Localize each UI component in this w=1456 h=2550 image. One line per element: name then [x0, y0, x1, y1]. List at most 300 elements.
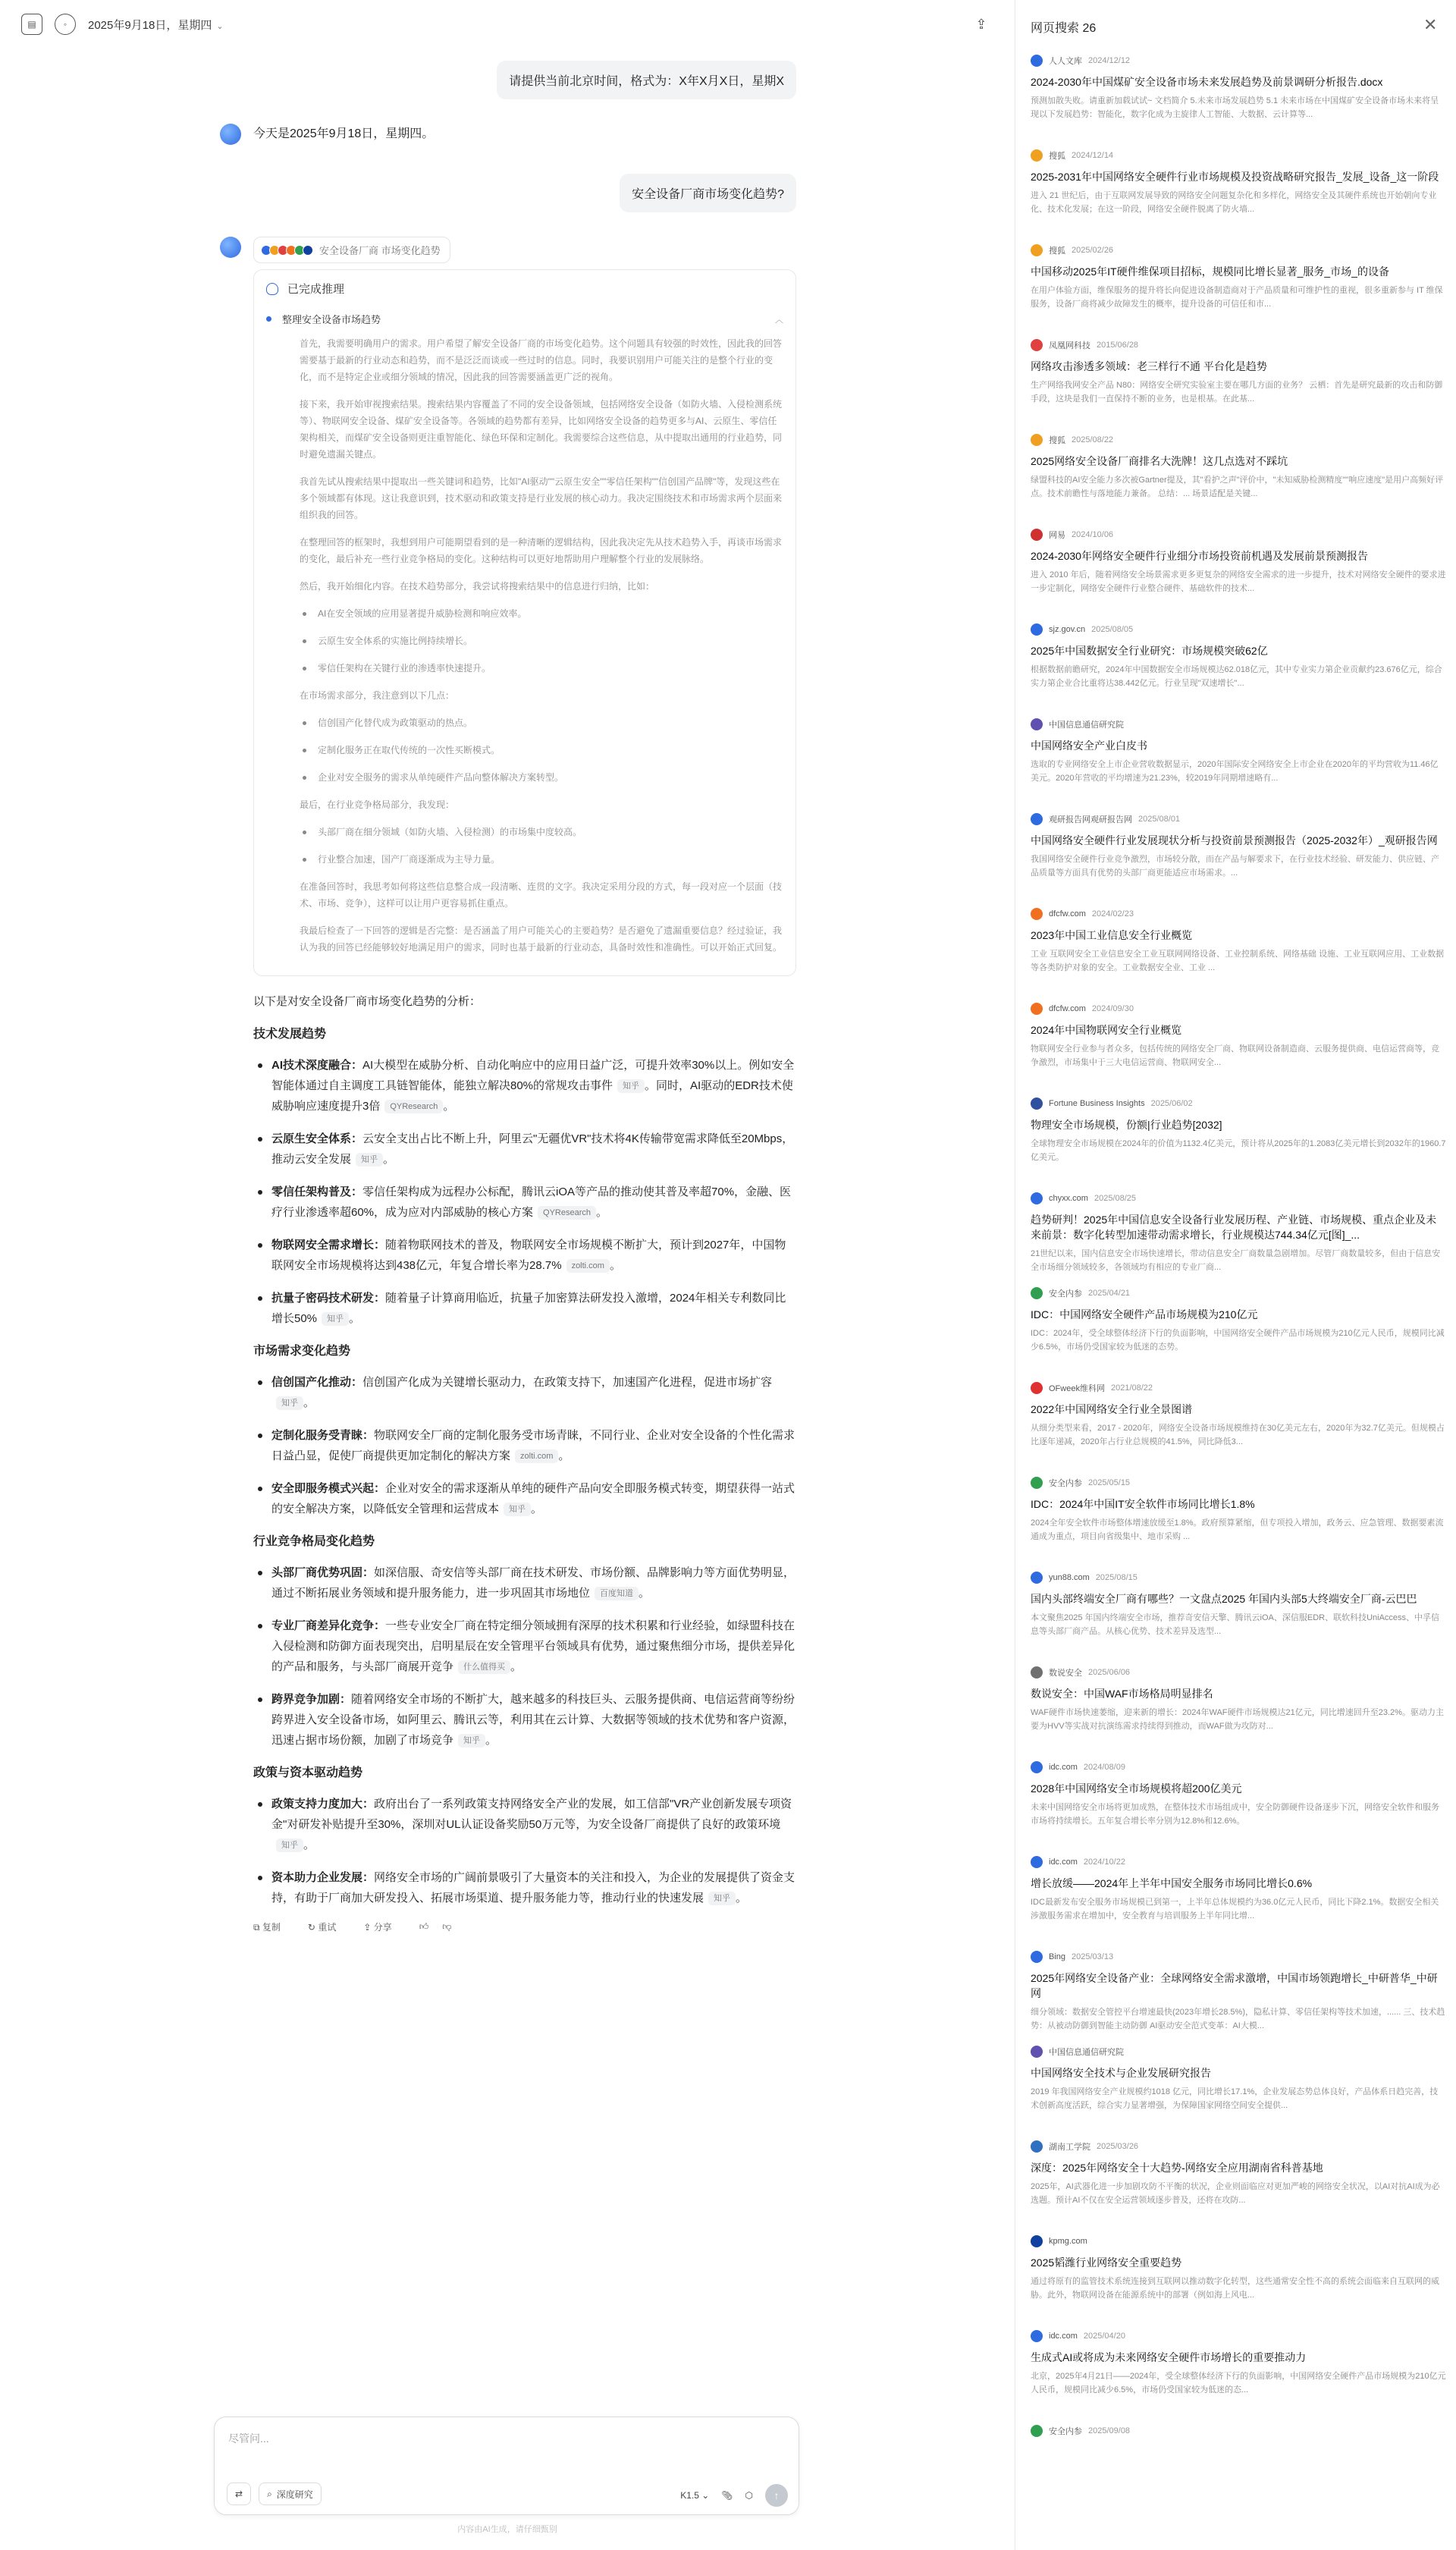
result-source — [1031, 149, 1446, 162]
message-actions — [253, 1920, 796, 1933]
search-result-item[interactable] — [1031, 244, 1446, 339]
item-heading: 政策支持力度加大： — [271, 1798, 375, 1810]
result-date: 2015/06/28 — [1097, 341, 1139, 350]
result-source — [1031, 1098, 1446, 1110]
result-snippet: 工业 互联网安全工业信息安全工业互联网网络设备、工业控制系统、网络基础 设施、工业互联网应用、工业数据等各类防护对象的安全。工业数据安全业、工业 ... — [1031, 950, 1445, 972]
source-name: 网易 — [1049, 531, 1065, 540]
search-result-item[interactable] — [1031, 1666, 1446, 1761]
site-favicon-icon — [1031, 1856, 1043, 1868]
result-snippet: 北京，2025年4月21日——2024年，受全球整体经济下行的负面影响，中国网络安全硬件产品市场规模为210亿元人民币，规模同比减少6.5%，市场仍受国家较为低迷的态... — [1031, 2372, 1446, 2395]
result-date: 2025/08/22 — [1072, 435, 1114, 444]
result-source — [1031, 1666, 1446, 1679]
citation-tag[interactable]: zolti.com — [566, 1259, 610, 1273]
citation-tag[interactable]: 知乎 — [276, 1839, 303, 1852]
result-title[interactable]: 深度：2025年网络安全十大趋势-网络安全应用湖南省科普基地 — [1031, 2162, 1323, 2174]
result-title[interactable]: 2025年中国数据安全行业研究：市场规模突破62亿 — [1031, 645, 1268, 657]
result-date: 2025/03/13 — [1072, 1952, 1114, 1961]
citation-tag[interactable]: 百度知道 — [595, 1587, 639, 1600]
item-text: 政府出台了一系列政策支持网络安全产业的发展，如工信部"VR产业创新发展专项资金"对研发补贴提升至30%，深圳对UL认证设备奖励50万元等，为安全设备厂商提供了良好的政策环境 — [271, 1798, 792, 1831]
result-title[interactable]: 生成式AI或将成为未来网络安全硬件市场增长的重要推动力 — [1031, 2351, 1307, 2363]
result-date: 2025/09/08 — [1088, 2426, 1131, 2435]
search-result-item[interactable] — [1031, 2235, 1446, 2330]
search-result-item[interactable] — [1031, 623, 1446, 718]
search-result-item[interactable] — [1031, 55, 1446, 149]
result-date: 2024/10/06 — [1072, 530, 1114, 539]
result-title[interactable]: 2025-2031年中国网络安全硬件行业市场规模及投资战略研究报告_发展_设备_这一阶段 — [1031, 171, 1439, 183]
item-text: 一些专业安全厂商在特定细分领域拥有深厚的技术积累和行业经验，如绿盟科技在入侵检测和防御方面表现突出，启明星辰在安全管理平台领域具有优势，通过聚焦细分市场，提供差异化的产品和服务，与头部厂商展开竞争 — [271, 1619, 795, 1673]
item-text: AI大模型在威胁分析、自动化响应中的应用日益广泛，可提升效率30%以上。例如安全智能体通过自主调度工具链智能体，能独立解决80%的常规攻击事件 — [271, 1059, 795, 1092]
source-name: 搜狐 — [1049, 436, 1065, 445]
result-source — [1031, 908, 1446, 920]
site-favicon-icon — [1031, 718, 1043, 730]
search-result-item[interactable] — [1031, 1477, 1446, 1572]
answer-list — [253, 1794, 796, 1908]
result-title[interactable]: 2024年中国物联网安全行业概览 — [1031, 1024, 1182, 1036]
result-date: 2024/08/09 — [1083, 1763, 1125, 1772]
step-dot-icon — [266, 316, 271, 322]
result-snippet: 绿盟科技的AI安全能力多次被Gartner提及，其"看护之声"评价中，"未知威胁检测精度""响应速度"是用户高频好评点。技术前瞻性与落地能力兼备。 总结：... 场景适配是关键... — [1031, 476, 1444, 498]
search-result-item[interactable] — [1031, 2425, 1446, 2520]
search-result-item[interactable] — [1031, 2140, 1446, 2235]
assistant-text: 今天是2025年9月18日，星期四。 — [253, 127, 435, 140]
retry-button[interactable]: ↻ 重试 — [307, 1922, 337, 1933]
item-heading: AI技术深度融合： — [271, 1059, 363, 1072]
item-text: 信创国产化成为关键增长驱动力，在政策支持下，加速国产化进程，促进市场扩容 — [362, 1376, 773, 1389]
citation-tag[interactable]: 什么值得买 — [458, 1660, 510, 1674]
source-name: Fortune Business Insights — [1049, 1099, 1145, 1108]
result-snippet: 通过将原有的监管技术系统连接到互联网以推动数字化转型，这些通常安全性不高的系统会面临来自互联网的威胁。此外，物联网设备在能源系统中的部署（例如海上风电... — [1031, 2277, 1439, 2300]
search-result-item[interactable] — [1031, 1287, 1446, 1382]
assistant-avatar — [220, 237, 241, 258]
reasoning-body: 首先，我需要明确用户的需求。用户希望了解安全设备厂商的市场变化趋势。这个问题具有较强的时效性，因此我的回答需要基于最新的行业动态和趋势，而不是泛泛而谈或一些过时的信息。同时，我要识别用户可能关注的是整个行业的变化，而不是特定企业或细分领域的情况，因此我的回答需要涵盖更广泛的视角。 接下来，我开始审视搜索结果。搜索结果内容覆盖了不同的安全设备领域，包括网络安全设备（如防火墙、入侵检测系统等）、物联网安全设备、煤矿安全设备等。各领域的趋势都有差异，比如网络安全设备的趋势更多与AI、云原生、零信任架构相关，而煤矿安全设备则更注重智能化、绿色环保和定制化。我需要综合这些信息，从中提取出通用的行业趋势，同时避免遗漏关键点。 我首先试从搜索结果中提取出一些关键词和趋势，比如"AI驱动""云原生安全""零信任架构""信创国产品牌"等，发现这些在多个领域都有体现。这让我意识到，技术驱动和政策支持是行业发展的核心动力。我决定围绕技术和市场需求两个层面来组织我的回答。 在整理回答的框架时，我想到用户可能期望看到的是一种清晰的逻辑结构，因此我决定先从技术趋势入手，再谈市场需求的变化，最后补充一些行业竞争格局的变化。这种结构可以更好地帮助用户理解整个行业的发展脉络。 然后，我开始细化内容。在技术趋势部分，我尝试将搜索结果中的信息进行归纳，比如： AI在安全领域的应用显著提升威胁检测和响应效率。 云原生安全体系的实施比例持续增长。 零信任架构在关键行业的渗透率快速提升。 在市场需求部分，我注意到以下几点： 信创国产化替代成为政策驱动的热点。 定制化服务正在取代传统的一次性买断模式。 企业对安全服务的需求从单纯硬件产品向整体解决方案转型。 最后，在行业竞争格局部分，我发现： 头部厂商在细分领域（如防火墙、入侵检测）的市场集中度较高。 行业整合加速，国产厂商逐渐成为主导力量。 在准备回答时，我思考如何将这些信息整合成一段清晰、连贯的文字。我决定采用分段的方式，每一段对应一个层面（技术、市场、竞争），这样可以让用户更容易抓住重点。 我最后检查了一下回答的逻辑是否完整：是否涵盖了用户可能关心的主要趋势？是否避免了遗漏重要信息？经过验证，我认为我的回答已经能够较好地满足用户的需求，同时也基于最新的行业动态，具备时效性和准确性。可以开始正式回复。 — [300, 338, 783, 953]
search-result-item[interactable] — [1031, 149, 1446, 244]
result-source — [1031, 529, 1446, 541]
answer-list-item — [253, 1055, 796, 1116]
result-source — [1031, 244, 1446, 256]
result-date: 2025/06/02 — [1150, 1099, 1193, 1108]
search-sources-chip[interactable]: 安全设备厂商 市场变化趋势 — [253, 237, 450, 263]
result-source — [1031, 1382, 1446, 1394]
reasoning-list: 信创国产化替代成为政策驱动的热点。 定制化服务正在取代传统的一次性买断模式。 企业对安全服务的需求从单纯硬件产品向整体解决方案转型。 — [300, 714, 783, 786]
reasoning-list: AI在安全领域的应用显著提升威胁检测和响应效率。 云原生安全体系的实施比例持续增长。 零信任架构在关键行业的渗透率快速提升。 — [300, 605, 783, 677]
search-result-item[interactable] — [1031, 2330, 1446, 2425]
result-date: 2025/08/25 — [1094, 1194, 1137, 1203]
sidebar-toggle-icon[interactable]: ▤ — [21, 14, 42, 35]
result-snippet: 2024全年安全软件市场整体增速放缓至1.8%。政府预算紧缩，但专项投入增加，政务云、应急管理、数据要素流通成为重点，项目向省级集中、地市采购 ... — [1031, 1518, 1444, 1541]
result-title[interactable]: 中国网络安全硬件行业发展现状分析与投资前景预测报告（2025-2032年）_观研报告网 — [1031, 834, 1438, 846]
search-result-item[interactable] — [1031, 908, 1446, 1003]
search-result-item[interactable] — [1031, 1098, 1446, 1192]
item-text: 随着网络安全市场的不断扩大，越来越多的科技巨头、云服务提供商、电信运营商等纷纷跨界进入安全设备市场，如阿里云、腾讯云等，利用其在云计算、大数据等领域的技术优势和客户资源，迅速占据市场份额，加剧了市场竞争 — [271, 1693, 795, 1747]
lightbulb-icon — [266, 283, 278, 295]
copy-button[interactable]: ⧉ 复制 — [253, 1922, 281, 1933]
item-text: 企业对安全的需求逐渐从单纯的硬件产品向安全即服务模式转变，期望获得一站式的安全解决方案，以降低安全管理和运营成本 — [271, 1482, 795, 1515]
site-favicon-icon — [1031, 1003, 1043, 1015]
site-favicon-icon — [1031, 529, 1043, 541]
source-name: sjz.gov.cn — [1049, 625, 1086, 634]
source-name: 中国信息通信研究院 — [1049, 2048, 1124, 2057]
site-favicon-icon — [1031, 1382, 1043, 1394]
answer-list-item — [253, 1562, 796, 1603]
result-source — [1031, 1003, 1446, 1015]
result-title[interactable]: 2025网络安全设备厂商排名大洗牌！这几点选对不踩坑 — [1031, 455, 1288, 467]
result-source — [1031, 1951, 1446, 1963]
result-date: 2024/02/23 — [1091, 909, 1134, 919]
result-date: 2024/12/12 — [1088, 56, 1131, 65]
citation-tag[interactable]: 知乎 — [322, 1312, 349, 1326]
site-favicon-icon — [1031, 1477, 1043, 1489]
answer-list-item — [253, 1425, 796, 1466]
item-text: 。同时，AI驱动的EDR技术使威胁响应速度提升3倍 — [271, 1079, 793, 1113]
disclaimer: 内容由AI生成，请仔细甄别 — [457, 2525, 557, 2534]
section-heading: 行业竞争格局变化趋势 — [253, 1535, 375, 1548]
source-name: OFweek维科网 — [1049, 1384, 1105, 1393]
citation-tag[interactable]: QYResearch — [538, 1206, 596, 1220]
site-favicon-icon — [1031, 1572, 1043, 1584]
result-snippet: 全球物理安全市场规模在2024年的价值为1132.4亿美元，预计将从2025年的1.2083亿美元增长到2032年的1960.7亿美元。 — [1031, 1139, 1446, 1162]
result-source — [1031, 2046, 1446, 2058]
site-favicon-icon — [1031, 1951, 1043, 1963]
item-text: 。 — [736, 1892, 748, 1905]
item-heading: 零信任架构普及： — [271, 1185, 363, 1198]
result-title[interactable]: 2028年中国网络安全市场规模将超200亿美元 — [1031, 1782, 1242, 1795]
answer-list — [253, 1055, 796, 1329]
result-snippet: 选取的专业网络安全上市企业营收数据显示，2020年国际安全网络安全上市企业在2020年的平均营收为11.46亿美元。2020年营收的平均增速为21.23%，较2019年同期增速略有... — [1031, 760, 1439, 783]
result-source — [1031, 2235, 1446, 2247]
thumbs-up-icon[interactable]: 👍︎ — [419, 1921, 429, 1932]
result-snippet: 未来中国网络安全市场将更加成熟，在整体技术市场组成中，安全防御硬件设备逐步下沉，网络安全软件和服务市场将持续增长。五年复合增长率分别为12.8%和12.6%。 — [1031, 1803, 1439, 1826]
result-source — [1031, 1761, 1446, 1773]
result-title[interactable]: 网络攻击渗透多领域：老三样行不通 平台化是趋势 — [1031, 360, 1267, 372]
result-title[interactable]: IDC：2024年中国IT安全软件市场同比增长1.8% — [1031, 1498, 1255, 1510]
item-text: 。 — [639, 1587, 651, 1600]
source-name: 安全内参 — [1049, 2427, 1082, 2436]
item-text: 。 — [510, 1660, 522, 1673]
answer-list-item — [253, 1616, 796, 1677]
item-text: 。 — [383, 1153, 395, 1166]
answer-list-item — [253, 1794, 796, 1855]
answer-list-item — [253, 1182, 796, 1223]
source-name: 搜狐 — [1049, 152, 1065, 161]
user-message: 请提供当前北京时间，格式为：X年X月X日，星期X — [497, 61, 796, 99]
section-heading: 政策与资本驱动趋势 — [253, 1766, 363, 1779]
site-favicon-icon — [1031, 1287, 1043, 1299]
site-favicon-icon — [1031, 2140, 1043, 2153]
item-text: 网络安全市场的广阔前景吸引了大量资本的关注和投入，为企业的发展提供了资金支持，有助于厂商加大研发投入、拓展市场渠道、提升服务能力等，推动行业的快速发展 — [271, 1871, 795, 1905]
deep-research-button[interactable]: ⌕ 深度研究 — [259, 2482, 322, 2505]
result-source — [1031, 1572, 1446, 1584]
reasoning-header[interactable]: 已完成推理 — [266, 281, 783, 297]
result-title[interactable]: 2025年网络安全设备产业：全球网络安全需求激增，中国市场领跑增长_中研普华_中研网 — [1031, 1972, 1438, 1999]
item-heading: 安全即服务模式兴起： — [271, 1482, 386, 1495]
source-name: 中国信息通信研究院 — [1049, 721, 1124, 730]
search-result-item[interactable] — [1031, 339, 1446, 434]
assistant-avatar — [220, 124, 241, 145]
answer-list-item — [253, 1478, 796, 1519]
source-name: 凤凰网科技 — [1049, 341, 1090, 350]
result-snippet: 2025年，AI武器化进一步加剧攻防不平衡的状况，企业则面临应对更加严峻的网络安全状况，以AI对抗AI成为必选题。预计AI不仅在安全运营领域逐步普及，还将在攻防... — [1031, 2182, 1440, 2205]
conversation — [220, 50, 796, 1933]
source-name: Bing — [1049, 1952, 1066, 1961]
result-date: 2021/08/22 — [1110, 1383, 1153, 1393]
result-date: 2024/12/14 — [1072, 151, 1114, 160]
result-title[interactable]: 趋势研判！2025年中国信息安全设备行业发展历程、产业链、市场规模、重点企业及未来前景：数字化转型加速带动需求增长，行业规模达744.34亿元[图]_... — [1031, 1214, 1437, 1241]
item-heading: 信创国产化推动： — [271, 1376, 363, 1389]
citation-tag[interactable]: 知乎 — [617, 1079, 645, 1093]
result-date: 2025/08/01 — [1138, 815, 1181, 824]
user-message: 安全设备厂商市场变化趋势? — [620, 174, 796, 212]
conversation-title[interactable]: 2025年9月18日，星期四 ⌄ — [88, 18, 224, 32]
share-button[interactable]: ⇪ 分享 — [363, 1922, 392, 1933]
reasoning-card — [253, 269, 796, 976]
item-text: 。 — [443, 1100, 455, 1113]
result-source — [1031, 2425, 1446, 2437]
answer-list — [253, 1562, 796, 1751]
result-source — [1031, 1287, 1446, 1299]
result-snippet: 进入 2010 年后，随着网络安全场景需求更多更复杂的网络安全需求的进一步提升，技术对网络安全硬件的要求进一步定制化，网络安全硬件行业整合硬件、基础软件的技术... — [1031, 570, 1446, 593]
share-icon[interactable]: ⇪ — [975, 17, 987, 32]
search-result-item[interactable] — [1031, 1572, 1446, 1666]
item-heading: 跨界竞争加剧： — [271, 1693, 352, 1706]
source-name: 观研报告网观研报告网 — [1049, 815, 1132, 824]
result-source — [1031, 813, 1446, 825]
item-heading: 定制化服务受青睐： — [271, 1429, 375, 1442]
site-favicon-icon — [1031, 623, 1043, 636]
site-favicon-icon — [1031, 2046, 1043, 2058]
result-date: 2025/05/15 — [1088, 1478, 1131, 1487]
item-text: 。 — [609, 1259, 621, 1272]
chevron-up-icon[interactable]: ︿ — [775, 315, 783, 325]
search-results-list — [1031, 55, 1446, 2520]
attachment-icon[interactable]: 📎︎ — [721, 2490, 733, 2501]
source-name: chyxx.com — [1049, 1194, 1088, 1203]
source-name: 安全内参 — [1049, 1289, 1082, 1299]
result-source — [1031, 1477, 1446, 1489]
search-result-item[interactable] — [1031, 1761, 1446, 1856]
item-heading: 物联网安全需求增长： — [271, 1239, 386, 1251]
result-date: 2025/06/06 — [1088, 1668, 1131, 1677]
item-text: 。 — [349, 1312, 361, 1325]
item-heading: 云原生安全体系： — [271, 1132, 363, 1145]
model-selector[interactable]: K1.5 ⌄ — [680, 2490, 710, 2501]
site-favicon-icon — [1031, 1666, 1043, 1679]
result-date: 2025/08/05 — [1091, 625, 1134, 634]
result-source — [1031, 339, 1446, 351]
source-name: kpmg.com — [1049, 2237, 1087, 2246]
site-favicon-icon — [1031, 339, 1043, 351]
item-text: 。 — [303, 1396, 315, 1409]
answer-body: 以下是对安全设备厂商市场变化趋势的分析： 技术发展趋势 AI技术深度融合：AI大模型在威胁分析、自动化响应中的应用日益广泛，可提升效率30%以上。例如安全智能体通过自主调度工具链智能体，能独立解决80%的常规攻击事件 知乎 。同时，AI驱动的EDR技术使威胁响应速度提升3倍 QYResearch 。 云原生安全体系：云安全支出占比不断上升，阿里云"无疆优VR"技术将4K传输带宽需求降低至20Mbps，推动云安全发展 知乎 。 零信任架构普及：零信任架构成为远程办公标配，腾讯云iOA等产品的推动使其普及率超70%，金融、医疗行业渗透率超60%，成为应对内部威胁的核心方案 QYResearch 。 物联网安全需求增长：随着物联网技术的普及，物联网安全市场规模不断扩大，预计到2027年，中国物联网安全市场规模将达到438亿元，年复合增长率为28.7% zolti.com 。 抗量子密码技术研发：随着量子计算商用临近，抗量子加密算法研发投入激增，2024年相关专利数同比增长50% 知乎 。 市场需求变化趋势 信创国产化推动：信创国产化成为关键增长驱动力，在政策支持下，加速国产化进程，促进市场扩容知乎 。 定制化服务受青睐：物联网安全厂商的定制化服务受市场青睐，不同行业、企业对安全设备的个性化需求日益凸显，促使厂商提供更加定制化的解决方案 zolti.com 。 安全即服务模式兴起：企业对安全的需求逐渐从单纯的硬件产品向安全即服务模式转变，期望获得一站式的安全解决方案，以降低安全管理和运营成本 知乎 。 行业竞争格局变化趋势 头部厂商优势巩固：如深信服、奇安信等头部厂商在技术研发、市场份额、品牌影响力等方面优势明显，通过不断拓展业务领域和提升服务能力，进一步巩固其市场地位 百度知道 。 专业厂商差异化竞争：一些专业安全厂商在特定细分领域拥有深厚的技术积累和行业经验，如绿盟科技在入侵检测和防御方面表现突出，启明星辰在安全管理平台领域具有优势，通过聚焦细分市场，提供差异化的产品和服务，与头部厂商展开竞争 什么值得买 。 跨界竞争加剧：随着网络安全市场的不断扩大，越来越多的科技巨头、云服务提供商、电信运营商等纷纷跨界进入安全设备市场，如阿里云、腾讯云等，利用其在云计算、大数据等领域的技术优势和客户资源，迅速占据市场份额，加剧了市场竞争 知乎 。 政策与资本驱动趋势 政策支持力度加大：政府出台了一系列政策支持网络安全产业的发展，如工信部"VR产业创新发展专项资金"对研发补贴提升至30%，深圳对UL认证设备奖励50万元等，为安全设备厂商提供了良好的政策环境知乎 。 资本助力企业发展：网络安全市场的广阔前景吸引了大量资本的关注和投入，为企业的发展提供了资金支持，有助于厂商加大研发投入、拓展市场渠道、提升服务能力等，推动行业的快速发展 知乎 。 — [253, 991, 796, 1908]
answer-list-item — [253, 1867, 796, 1908]
result-title[interactable]: 国内头部终端安全厂商有哪些？一文盘点2025 年国内头部5大终端安全厂商-云巴巴 — [1031, 1593, 1417, 1605]
site-favicon-icon — [1031, 434, 1043, 446]
result-snippet: 细分领域：数据安全管控平台增速最快(2023年增长28.5%)，隐私计算、零信任架构等技术加速，...... 三、技术趋势：从被动防御到智能主动防御 AI驱动安全范式变革：AI大模... — [1031, 2008, 1445, 2030]
item-heading: 抗量子密码技术研发： — [271, 1292, 386, 1305]
section-heading: 技术发展趋势 — [253, 1028, 327, 1041]
item-text: 物联网安全厂商的定制化服务受市场青睐，不同行业、企业对安全设备的个性化需求日益凸显，促使厂商提供更加定制化的解决方案 — [271, 1429, 795, 1462]
result-snippet: 我国网络安全硬件行业竞争激烈，市场较分散，而在产品与解要求下，在行业技术经验、研发能力、供应链、产品质量等方面具有优势的头部厂商更能适应市场需求。... — [1031, 855, 1439, 878]
result-title[interactable]: 中国网络安全技术与企业发展研究报告 — [1031, 2067, 1211, 2079]
result-source — [1031, 55, 1446, 67]
source-name: dfcfw.com — [1049, 1004, 1086, 1013]
item-text: 云安全支出占比不断上升，阿里云"无疆优VR"技术将4K传输带宽需求降低至20Mbps，推动云安全发展 — [271, 1132, 794, 1166]
item-text: 。 — [303, 1839, 315, 1851]
citation-tag[interactable]: QYResearch — [384, 1100, 443, 1113]
item-text: 零信任架构成为远程办公标配，腾讯云iOA等产品的推动使其普及率超70%，金融、医疗行业渗透率超60%，成为应对内部威胁的核心方案 — [271, 1185, 792, 1219]
site-favicon-icon — [1031, 908, 1043, 920]
search-result-item[interactable] — [1031, 718, 1446, 813]
result-snippet: 2019 年我国网络安全产业规模约1018 亿元，同比增长17.1%，企业发展态势总体良好，产品体系日趋完善，技术创新高度活跃，综合实力显著增强，为保障国家网络空间安全提供... — [1031, 2087, 1439, 2110]
search-result-item[interactable] — [1031, 1382, 1446, 1477]
result-date: 2024/10/22 — [1083, 1858, 1125, 1867]
site-favicon-icon — [1031, 55, 1043, 67]
answer-list — [253, 1372, 796, 1519]
source-name: dfcfw.com — [1049, 909, 1086, 919]
answer-list-item — [253, 1288, 796, 1329]
item-heading: 专业厂商差异化竞争： — [271, 1619, 386, 1632]
citation-tag[interactable]: 知乎 — [458, 1734, 485, 1748]
result-snippet: 21世纪以来，国内信息安全市场快速增长，带动信息安全厂商数量急剧增加。尽管厂商数量较多，但由于信息安全市场细分领域较多，各领域均有相应的专业厂商... — [1031, 1249, 1441, 1272]
result-date: 2025/04/20 — [1083, 2332, 1125, 2341]
search-results-panel — [1015, 0, 1456, 2550]
result-snippet: 在用户体验方面，维保服务的提升将长向促进设备制造商对于产品质量和可维护性的重视，很多重新参与 IT 维保服务，设备厂商将减少故障发生的概率，提升设备的可信任和市... — [1031, 286, 1443, 309]
search-result-item[interactable] — [1031, 813, 1446, 908]
result-snippet: WAF硬件市场快速萎缩，迎来新的增长：2024年WAF硬件市场规模达21亿元，同比增速回升至23.2%。驱动力主要为HVV等实战对抗演练需求持续得到推动，而WAF做为攻防对... — [1031, 1708, 1444, 1731]
site-favicon-icon — [1031, 2235, 1043, 2247]
result-snippet: 生产网络我网安全产品 N80：网络安全研究实验室主要在哪几方面的业务？ 云栖：首先是研究最新的攻击和防御手段，这块是我们一直保持不断的业务，也是根基。在此基... — [1031, 381, 1443, 404]
result-source — [1031, 718, 1446, 730]
result-snippet: 进入 21 世纪后，由于互联网发展导致的网络安全问题复杂化和多样化，网络安全及其硬件系统也开始朝向专业化、技术化发展；在这一阶段，网络安全硬件脱离了防火墙... — [1031, 191, 1437, 214]
panel-title: 网页搜索 26 — [1031, 22, 1097, 35]
citation-tag[interactable]: 知乎 — [276, 1396, 303, 1410]
result-title[interactable]: 2022年中国网络安全行业全景图谱 — [1031, 1403, 1193, 1415]
site-favicon-icon — [1031, 813, 1043, 825]
item-text: 。 — [485, 1734, 497, 1747]
item-text: 。 — [596, 1206, 608, 1219]
citation-tag[interactable]: 知乎 — [708, 1892, 736, 1905]
chat-input-box — [214, 2417, 799, 2515]
site-favicon-icon — [1031, 1098, 1043, 1110]
result-title[interactable]: 2025韬潍行业网络安全重要趋势 — [1031, 2256, 1182, 2269]
send-button[interactable]: ↑ — [765, 2484, 788, 2507]
result-source — [1031, 1856, 1446, 1868]
source-name: 安全内参 — [1049, 1479, 1082, 1488]
result-source — [1031, 1192, 1446, 1204]
item-text: 如深信服、奇安信等头部厂商在技术研发、市场份额、品牌影响力等方面优势明显，通过不断拓展业务领域和提升服务能力，进一步巩固其市场地位 — [271, 1566, 795, 1600]
source-name: idc.com — [1049, 2332, 1078, 2341]
reasoning-list: 头部厂商在细分领域（如防火墙、入侵检测）的市场集中度较高。 行业整合加速，国产厂商逐渐成为主导力量。 — [300, 824, 783, 868]
search-result-item[interactable] — [1031, 434, 1446, 529]
result-title[interactable]: 中国网络安全产业白皮书 — [1031, 740, 1147, 752]
assistant-message — [220, 99, 796, 145]
search-result-item[interactable] — [1031, 2046, 1446, 2140]
citation-tag[interactable]: 知乎 — [356, 1153, 383, 1167]
result-source — [1031, 623, 1446, 636]
result-snippet: 根据数据前瞻研究，2024年中国数据安全市场规模达62.018亿元，其中专业实力第企业贡献约23.676亿元，综合实力第企业合比重将达38.442亿元。行业呈现"双速增长"... — [1031, 665, 1442, 688]
result-date: 2025/08/15 — [1095, 1573, 1138, 1582]
result-snippet: 物联网安全行业参与者众多，包括传统的网络安全厂商、物联网设备制造商、云服务提供商、电信运营商等，竞争激烈，市场集中于三大电信运营商、物联网安全... — [1031, 1044, 1439, 1067]
reasoning-step[interactable]: 整理安全设备市场趋势 ︿ — [266, 312, 783, 326]
answer-list-item — [253, 1235, 796, 1276]
result-title[interactable]: 2024-2030年网络安全硬件行业细分市场投资前机遇及发展前景预测报告 — [1031, 550, 1368, 562]
result-title[interactable]: 数说安全：中国WAF市场格局明显排名 — [1031, 1688, 1213, 1700]
result-snippet: 本文聚焦2025 年国内终端安全市场，推荐奇安信天擎、腾讯云iOA、深信服EDR、联软科技UniAccess、中孚信息等头部厂商产品。从核心优势、技术差异及选型... — [1031, 1613, 1440, 1636]
input-tools — [227, 2482, 329, 2505]
result-title[interactable]: 增长放缓——2024年上半年中国安全服务市场同比增长0.6% — [1031, 1877, 1313, 1889]
item-heading: 资本助力企业发展： — [271, 1871, 375, 1884]
result-date: 2025/02/26 — [1072, 246, 1114, 255]
result-date: 2024/09/30 — [1091, 1004, 1134, 1013]
settings-toggle-icon[interactable]: ⇄ — [227, 2482, 251, 2505]
message-input[interactable]: 尽管问... — [228, 2432, 269, 2445]
source-name: idc.com — [1049, 1858, 1078, 1867]
result-title[interactable]: 2024-2030年中国煤矿安全设备市场未来发展趋势及前景调研分析报告.docx — [1031, 76, 1383, 88]
site-favicon-icon — [1031, 1761, 1043, 1773]
result-title[interactable]: IDC：中国网络安全硬件产品市场规模为210亿元 — [1031, 1308, 1258, 1321]
item-text: 随着量子计算商用临近，抗量子加密算法研发投入激增，2024年相关专利数同比增长50% — [271, 1292, 786, 1325]
search-result-item[interactable] — [1031, 1951, 1446, 2046]
answer-list-item — [253, 1372, 796, 1413]
answer-list-item — [253, 1689, 796, 1751]
result-title[interactable]: 2023年中国工业信息安全行业概览 — [1031, 929, 1193, 941]
citation-tag[interactable]: zolti.com — [515, 1449, 558, 1463]
section-heading: 市场需求变化趋势 — [253, 1345, 351, 1358]
item-heading: 头部厂商优势巩固： — [271, 1566, 375, 1579]
source-name: 人人文库 — [1049, 57, 1082, 66]
result-date: 2025/04/21 — [1088, 1289, 1131, 1298]
search-result-item[interactable] — [1031, 1003, 1446, 1098]
search-result-item[interactable] — [1031, 1856, 1446, 1951]
assistant-message — [220, 212, 796, 1933]
item-text: 。 — [558, 1449, 570, 1462]
source-name: 湖南工学院 — [1049, 2143, 1090, 2152]
input-right-tools — [656, 2484, 788, 2507]
result-source — [1031, 2140, 1446, 2153]
citation-tag[interactable]: 知乎 — [504, 1503, 531, 1516]
search-result-item[interactable] — [1031, 1192, 1446, 1287]
result-title[interactable]: 中国移动2025年IT硬件维保项目招标，规模同比增长显著_服务_市场_的设备 — [1031, 265, 1389, 278]
result-date: 2025/03/26 — [1097, 2142, 1139, 2151]
new-chat-icon[interactable]: ◦ — [55, 14, 76, 35]
result-snippet: 从细分类型来看，2017 - 2020年，网络安全设备市场规模维持在30亿美元左右，2020年为32.7亿美元。但规模占比逐年递减，2020年占行业总规模的41.5%，同比降低3... — [1031, 1424, 1445, 1446]
top-bar — [0, 0, 1015, 49]
source-name: 搜狐 — [1049, 247, 1065, 256]
result-snippet: 预测加散失败。请重新加载试试~ 文档简介 5.未来市场发展趋势 5.1 未来市场在中国煤矿安全设备市场未来将呈现以下发展趋势：智能化，数字化成为主旋律人工智能、大数据、云计算等... — [1031, 96, 1439, 119]
source-name: yun88.com — [1049, 1573, 1090, 1582]
result-source — [1031, 434, 1446, 446]
item-text: 随着物联网技术的普及，物联网安全市场规模不断扩大，预计到2027年，中国物联网安全市场规模将达到438亿元，年复合增长率为28.7% — [271, 1239, 786, 1272]
close-icon[interactable]: ✕ — [1423, 15, 1438, 34]
site-favicon-icon — [1031, 149, 1043, 162]
result-snippet: IDC：2024年，受全球整体经济下行的负面影响，中国网络安全硬件产品市场规模为210亿元人民币，规模同比减少6.5%，市场仍受国家较为低迷的态势。 — [1031, 1329, 1445, 1352]
result-source — [1031, 2330, 1446, 2342]
cube-icon[interactable]: ⬡ — [745, 2490, 753, 2501]
site-favicon-icon — [1031, 1192, 1043, 1204]
source-icons — [263, 245, 313, 256]
site-favicon-icon — [1031, 244, 1043, 256]
result-title[interactable]: 物理安全市场规模，份额|行业趋势[2032] — [1031, 1119, 1222, 1131]
source-name: 数说安全 — [1049, 1669, 1082, 1678]
chevron-down-icon: ⌄ — [216, 21, 224, 31]
site-favicon-icon — [1031, 2330, 1043, 2342]
result-snippet: IDC最新发布安全服务市场规模已到第一，上半年总体规模约为36.0亿元人民币，同比下降2.1%。数据安全相关涉激服务需求在增加中，安全教育与培训服务上半年同比增... — [1031, 1898, 1439, 1920]
site-favicon-icon — [1031, 2425, 1043, 2437]
answer-list-item — [253, 1129, 796, 1170]
search-result-item[interactable] — [1031, 529, 1446, 623]
item-text: 。 — [531, 1503, 543, 1515]
thumbs-down-icon[interactable]: 👎︎ — [442, 1921, 452, 1932]
source-name: idc.com — [1049, 1763, 1078, 1772]
